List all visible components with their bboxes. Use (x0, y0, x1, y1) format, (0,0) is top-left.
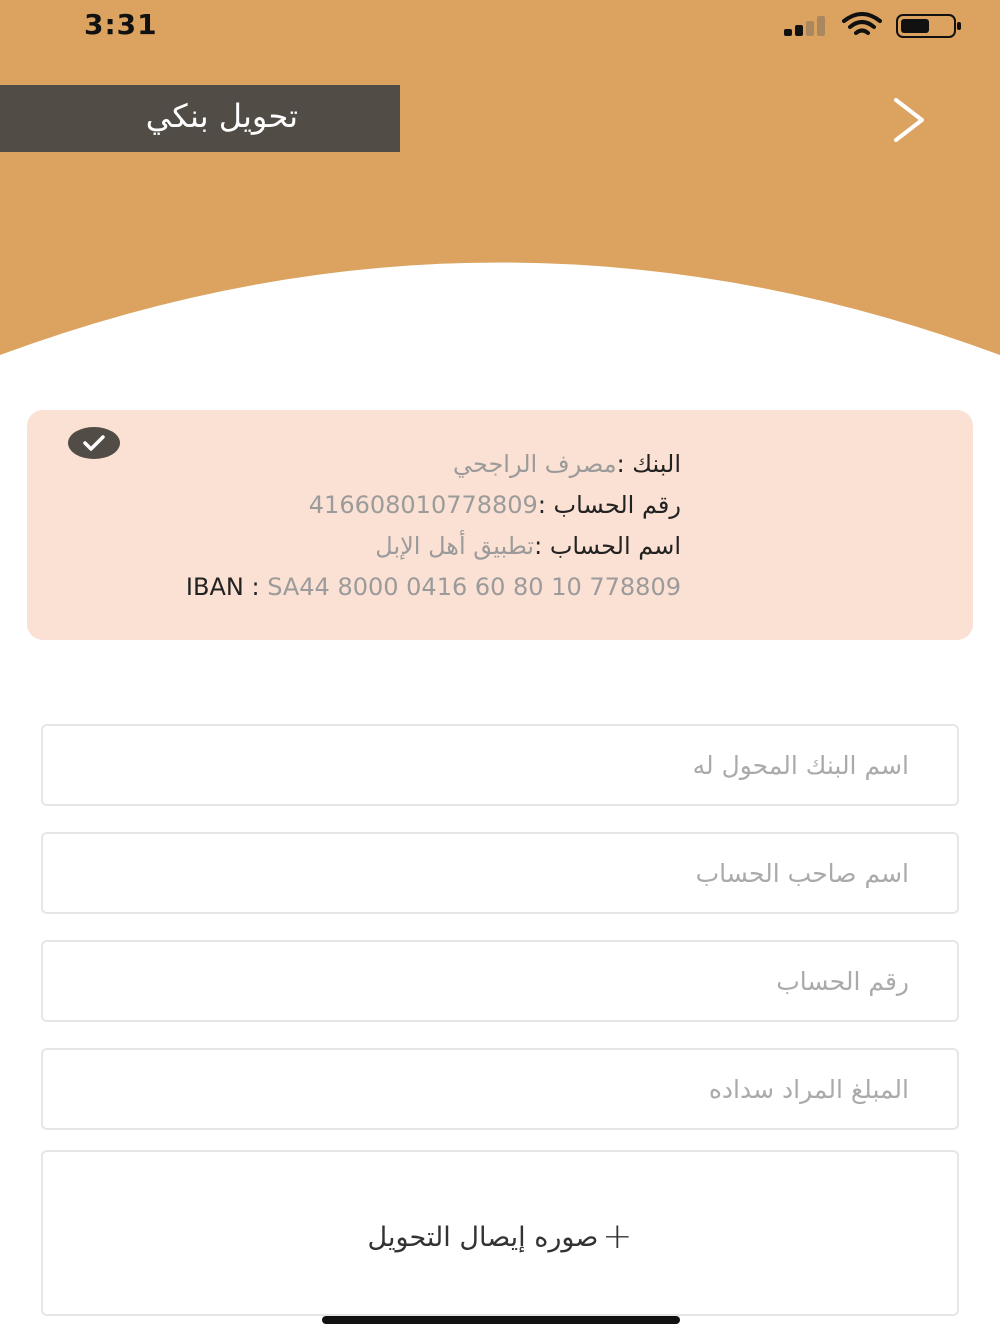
upload-content (43, 1216, 957, 1257)
bank-value: مصرف الراجحي (452, 450, 617, 478)
bank-name-input[interactable] (43, 726, 957, 804)
back-button[interactable] (880, 92, 936, 148)
battery-icon (896, 14, 964, 38)
wifi-icon (842, 12, 882, 38)
account-number-field (41, 940, 959, 1022)
status-time: 3:31 (84, 8, 158, 41)
account-name-line (186, 530, 681, 571)
account-name-value: تطبيق أهل الإبل (375, 532, 535, 560)
upload-label: صوره إيصال التحويل (367, 1222, 599, 1253)
account-number-label: رقم الحساب : (537, 491, 681, 519)
holder-name-field (41, 832, 959, 914)
account-number-line (186, 489, 681, 530)
upload-receipt-button[interactable] (41, 1150, 959, 1316)
bank-name-line (186, 448, 681, 489)
bank-label: البنك : (616, 450, 681, 478)
signal-icon (784, 16, 830, 36)
check-circle-icon (67, 426, 121, 460)
bank-name-field (41, 724, 959, 806)
page-title: تحويل بنكي (145, 97, 298, 135)
plus-icon: + (602, 1216, 633, 1257)
bank-info-lines (186, 448, 681, 612)
iban-label: IBAN : (185, 573, 268, 601)
account-name-label: اسم الحساب : (534, 532, 681, 560)
title-bar (0, 85, 400, 152)
iban-value: SA44 8000 0416 60 80 10 778809 (267, 573, 681, 601)
home-indicator (322, 1316, 680, 1324)
amount-input[interactable] (43, 1050, 957, 1128)
account-number-input[interactable] (43, 942, 957, 1020)
status-bar (0, 0, 1000, 56)
amount-field (41, 1048, 959, 1130)
chevron-right-icon (880, 92, 936, 148)
account-number-value: 416608010778809 (308, 491, 538, 519)
holder-name-input[interactable] (43, 834, 957, 912)
iban-line (186, 571, 681, 612)
bank-info-card (27, 410, 973, 640)
